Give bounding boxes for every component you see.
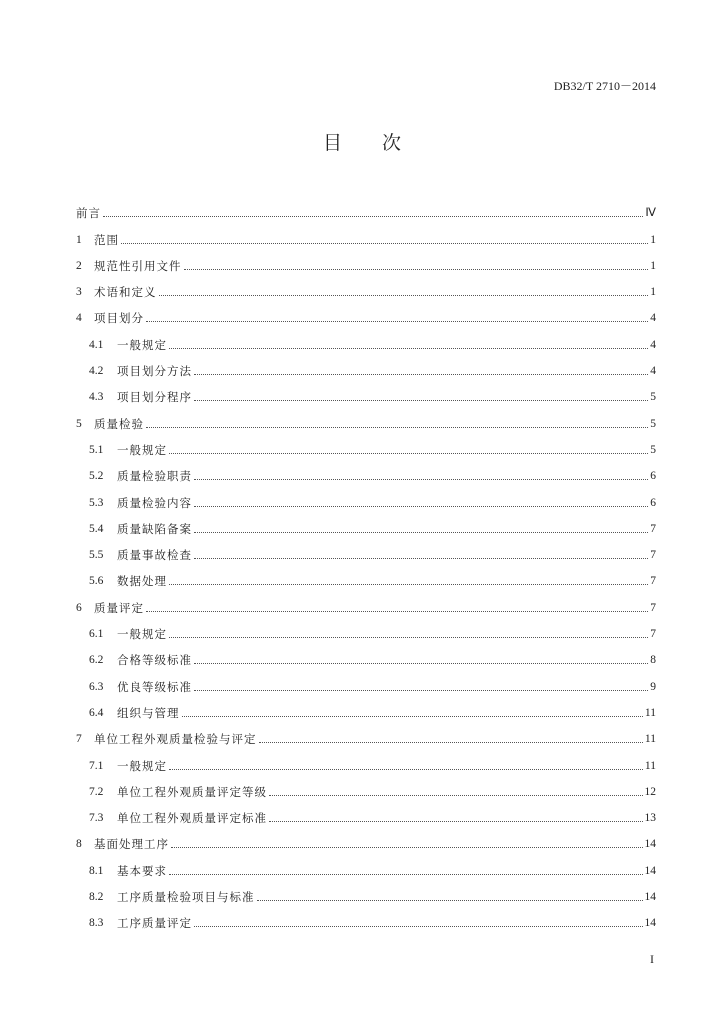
toc-entry-page: 13	[644, 812, 656, 825]
toc-entry-page: 14	[644, 838, 656, 851]
toc-entry-page: 5	[650, 417, 656, 430]
toc-dot-leader	[169, 453, 648, 454]
toc-entry-label: 质量检验	[94, 416, 144, 431]
toc-entry-number: 7.3	[89, 812, 104, 825]
table-of-contents	[76, 194, 656, 930]
toc-entry-page: 4	[650, 338, 656, 351]
toc-entry-number: 6.1	[89, 628, 104, 641]
toc-entry-page: 11	[644, 759, 656, 772]
toc-dot-leader	[194, 374, 648, 375]
toc-entry-label: 前言	[76, 206, 101, 221]
toc-entry[interactable]	[76, 667, 656, 693]
toc-entry-page: 11	[644, 706, 656, 719]
toc-entry-number: 4.2	[89, 365, 104, 378]
toc-entry-number: 8.3	[89, 917, 104, 930]
toc-entry-page: 6	[650, 496, 656, 509]
toc-entry-page: 12	[644, 785, 656, 798]
toc-dot-leader	[103, 216, 643, 217]
toc-entry-page: 14	[644, 864, 656, 877]
toc-entry-label: 合格等级标准	[117, 653, 192, 668]
toc-entry-number: 8.1	[89, 864, 104, 877]
toc-dot-leader	[194, 479, 648, 480]
toc-entry[interactable]	[76, 194, 656, 220]
toc-entry[interactable]	[76, 851, 656, 877]
toc-entry-page: 7	[650, 575, 656, 588]
toc-entry-label: 单位工程外观质量评定标准	[117, 811, 267, 826]
toc-entry[interactable]	[76, 220, 656, 246]
toc-entry-label: 质量事故检查	[117, 548, 192, 563]
toc-entry-number: 6.2	[89, 654, 104, 667]
toc-entry[interactable]	[76, 483, 656, 509]
toc-entry-page: 6	[650, 470, 656, 483]
toc-entry-number: 4.3	[89, 391, 104, 404]
toc-entry[interactable]	[76, 825, 656, 851]
toc-entry[interactable]	[76, 694, 656, 720]
toc-dot-leader	[259, 742, 643, 743]
toc-entry-label: 规范性引用文件	[94, 258, 182, 273]
toc-dot-leader	[269, 795, 643, 796]
toc-entry-number: 4	[76, 312, 82, 325]
toc-dot-leader	[169, 637, 648, 638]
toc-entry-label: 一般规定	[117, 627, 167, 642]
toc-dot-leader	[146, 427, 648, 428]
toc-dot-leader	[169, 348, 648, 349]
toc-dot-leader	[146, 611, 648, 612]
toc-entry-page: 4	[650, 365, 656, 378]
toc-entry[interactable]	[76, 273, 656, 299]
toc-entry-label: 单位工程外观质量检验与评定	[94, 732, 257, 747]
toc-dot-leader	[159, 295, 649, 296]
toc-entry[interactable]	[76, 615, 656, 641]
toc-entry-page: 11	[644, 733, 656, 746]
toc-entry-number: 5	[76, 417, 82, 430]
toc-dot-leader	[257, 900, 643, 901]
toc-entry-number: 5.1	[89, 443, 104, 456]
toc-dot-leader	[171, 847, 643, 848]
toc-entry[interactable]	[76, 746, 656, 772]
toc-entry-label: 质量检验职责	[117, 469, 192, 484]
toc-entry-label: 优良等级标准	[117, 679, 192, 694]
toc-dot-leader	[194, 400, 648, 401]
toc-entry-label: 基面处理工序	[94, 837, 169, 852]
toc-entry-page: 1	[650, 233, 656, 246]
toc-entry-page: 7	[650, 628, 656, 641]
toc-entry-page: 14	[644, 891, 656, 904]
toc-entry[interactable]	[76, 878, 656, 904]
toc-entry-page: 7	[650, 549, 656, 562]
toc-entry-number: 8.2	[89, 891, 104, 904]
toc-dot-leader	[184, 269, 649, 270]
toc-entry-number: 5.5	[89, 549, 104, 562]
toc-entry-number: 5.3	[89, 496, 104, 509]
toc-entry-page: 9	[650, 680, 656, 693]
toc-entry-label: 质量检验内容	[117, 495, 192, 510]
title-char-1: 目	[322, 132, 342, 154]
toc-entry-number: 5.4	[89, 522, 104, 535]
toc-entry-label: 一般规定	[117, 442, 167, 457]
toc-entry-label: 术语和定义	[94, 285, 157, 300]
toc-entry-number: 5.6	[89, 575, 104, 588]
toc-dot-leader	[194, 506, 648, 507]
toc-entry-page: 5	[650, 443, 656, 456]
toc-entry[interactable]	[76, 325, 656, 351]
toc-entry-page: 1	[650, 286, 656, 299]
toc-entry-label: 范围	[94, 232, 119, 247]
toc-entry-page: 14	[644, 917, 656, 930]
toc-dot-leader	[146, 321, 648, 322]
toc-entry-number: 5.2	[89, 470, 104, 483]
toc-entry[interactable]	[76, 299, 656, 325]
toc-entry[interactable]	[76, 773, 656, 799]
toc-entry-number: 7	[76, 733, 82, 746]
toc-entry[interactable]	[76, 247, 656, 273]
toc-entry-number: 8	[76, 838, 82, 851]
toc-entry-label: 单位工程外观质量评定等级	[117, 784, 267, 799]
toc-entry[interactable]	[76, 378, 656, 404]
toc-dot-leader	[269, 821, 643, 822]
toc-entry[interactable]	[76, 588, 656, 614]
title-char-2: 次	[382, 132, 402, 154]
toc-entry[interactable]	[76, 799, 656, 825]
toc-entry-label: 工序质量检验项目与标准	[117, 890, 255, 905]
toc-entry[interactable]	[76, 562, 656, 588]
page-number: I	[650, 952, 654, 966]
toc-entry-label: 质量评定	[94, 600, 144, 615]
toc-entry[interactable]	[76, 352, 656, 378]
toc-entry-number: 1	[76, 233, 82, 246]
toc-entry-page: Ⅳ	[645, 207, 656, 220]
toc-dot-leader	[169, 874, 643, 875]
toc-entry-number: 4.1	[89, 338, 104, 351]
toc-entry-label: 项目划分方法	[117, 364, 192, 379]
toc-dot-leader	[194, 926, 643, 927]
toc-entry-page: 7	[650, 522, 656, 535]
toc-entry-label: 工序质量评定	[117, 916, 192, 931]
toc-entry-page: 5	[650, 391, 656, 404]
toc-dot-leader	[182, 716, 643, 717]
toc-entry[interactable]	[76, 641, 656, 667]
toc-dot-leader	[169, 769, 643, 770]
toc-entry[interactable]	[76, 457, 656, 483]
toc-entry-label: 质量缺陷备案	[117, 521, 192, 536]
toc-entry-number: 6	[76, 601, 82, 614]
toc-entry-page: 7	[650, 601, 656, 614]
toc-entry-label: 项目划分	[94, 311, 144, 326]
toc-entry-label: 项目划分程序	[117, 390, 192, 405]
toc-entry-number: 6.4	[89, 706, 104, 719]
toc-entry[interactable]	[76, 510, 656, 536]
toc-entry[interactable]	[76, 720, 656, 746]
toc-entry-label: 一般规定	[117, 337, 167, 352]
toc-dot-leader	[194, 558, 648, 559]
toc-entry-page: 8	[650, 654, 656, 667]
toc-entry-page: 4	[650, 312, 656, 325]
toc-entry-label: 一般规定	[117, 758, 167, 773]
toc-dot-leader	[194, 690, 648, 691]
toc-entry-page: 1	[650, 259, 656, 272]
toc-entry-label: 基本要求	[117, 863, 167, 878]
toc-entry[interactable]	[76, 536, 656, 562]
toc-entry-number: 7.2	[89, 785, 104, 798]
toc-entry-number: 3	[76, 286, 82, 299]
toc-dot-leader	[169, 584, 648, 585]
toc-entry[interactable]	[76, 404, 656, 430]
toc-dot-leader	[121, 243, 648, 244]
toc-entry-number: 7.1	[89, 759, 104, 772]
toc-entry-label: 数据处理	[117, 574, 167, 589]
page-title	[0, 128, 724, 155]
toc-entry-label: 组织与管理	[117, 705, 180, 720]
toc-entry-number: 2	[76, 259, 82, 272]
toc-dot-leader	[194, 532, 648, 533]
toc-dot-leader	[194, 663, 648, 664]
document-code: DB32/T 2710－2014	[553, 79, 656, 93]
toc-entry[interactable]	[76, 904, 656, 930]
toc-entry[interactable]	[76, 431, 656, 457]
toc-entry-number: 6.3	[89, 680, 104, 693]
